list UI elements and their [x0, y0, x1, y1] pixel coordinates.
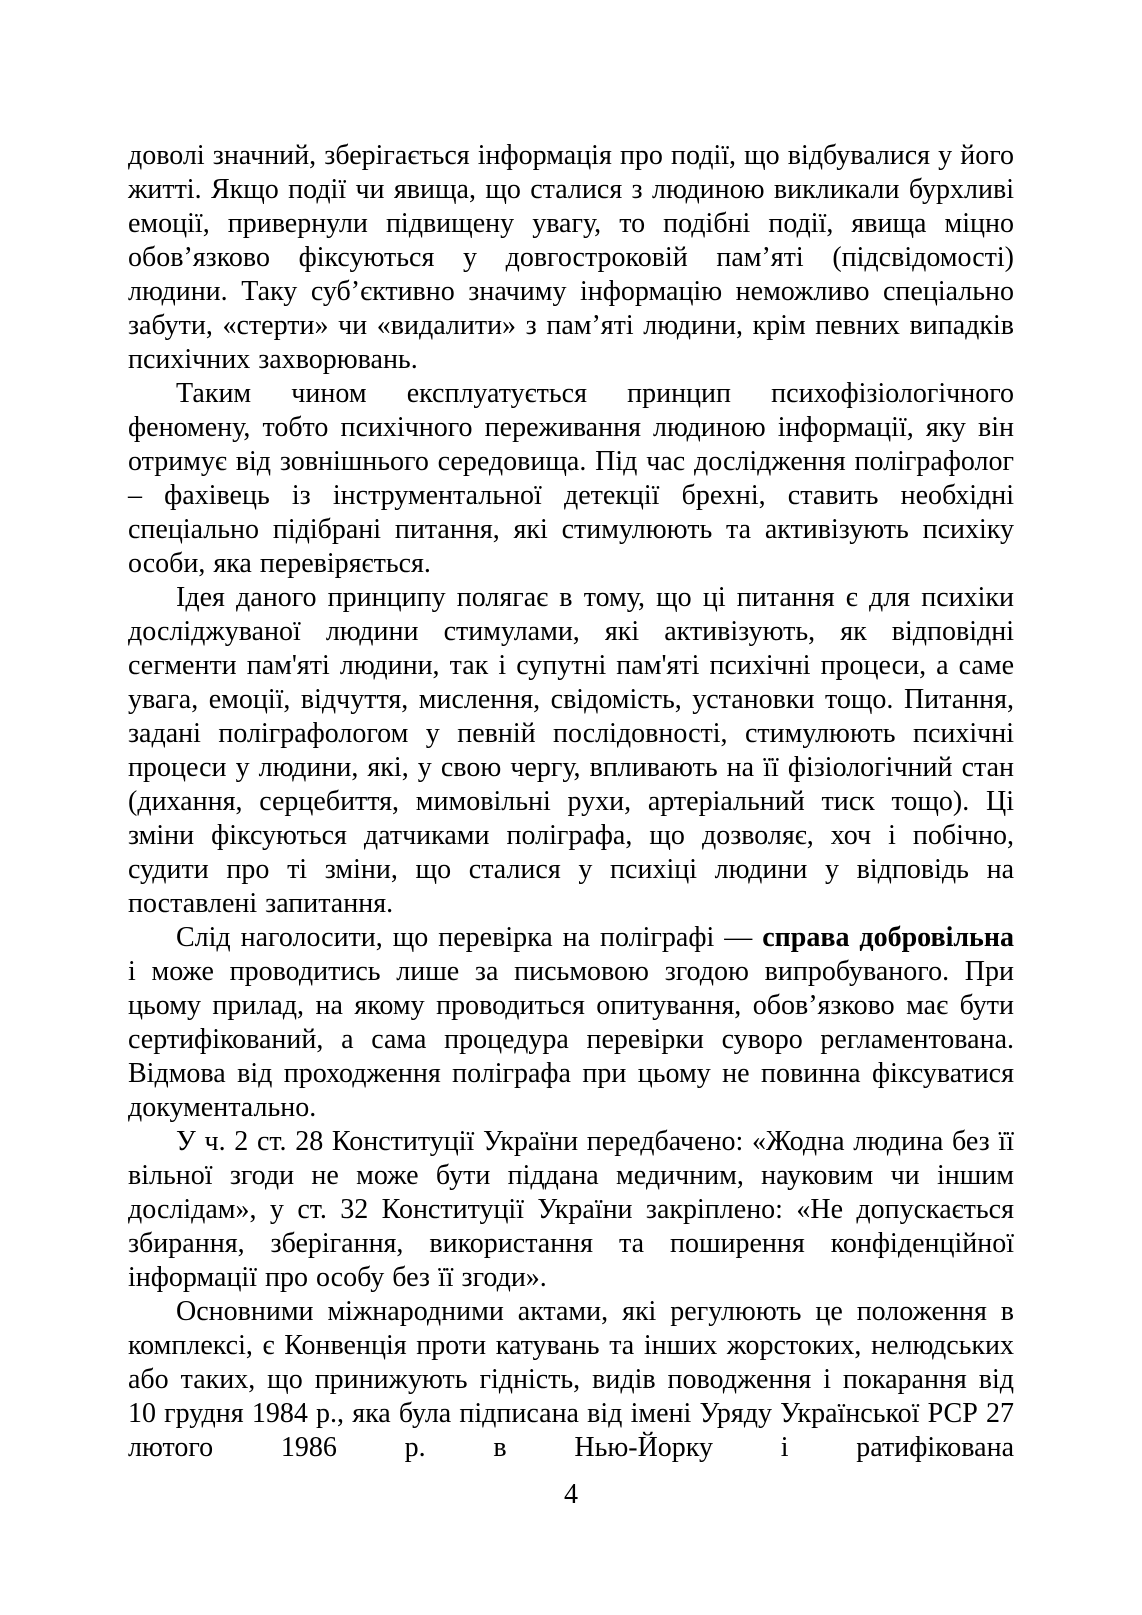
paragraph-3 — [128, 581, 1014, 921]
paragraph-5 — [128, 1125, 1014, 1295]
paragraph-6-text: Основними міжнародними актами, які регулюють це положення в комплексі, є Конвенція проти катувань та інших жорстоких, нелюдських або таких, що принижують гідність, видів поводження і покарання від 10 грудня 1984 р., яка була підписана від імені Уряду Української РСР 27 лютого 1986 р. в Нью-Йорку і ратифікована — [128, 1296, 1014, 1463]
paragraph-4-bold-phrase: справа добровільна — [762, 922, 1014, 953]
page-number: 4 — [564, 1479, 578, 1510]
text-block — [128, 139, 1014, 1465]
paragraph-3-text: Ідея даного принципу полягає в тому, що ці питання є для психіки досліджуваної людини стимулами, які активізують, як відповідні сегменти пам'яті людини, так і супутні пам'яті психічні процеси, а саме увага, емоції, відчуття, мислення, свідомість, установки тощо. Питання, задані поліграфологом у певній послідовності, стимулюють психічні процеси у людини, які, у свою чергу, впливають на її фізіологічний стан (дихання, серцебиття, мимовільні рухи, артеріальний тиск тощо). Ці зміни фіксуються датчиками поліграфа, що дозволяє, хоч і побічно, судити про ті зміни, що сталися у психіці людини у відповідь на поставлені запитання. — [128, 582, 1014, 919]
paragraph-1 — [128, 139, 1014, 377]
paragraph-4-text-lead: Слід наголосити, що перевірка на поліграфі — — [176, 922, 763, 953]
paragraph-5-text: У ч. 2 ст. 28 Конституції України передбачено: «Жодна людина без її вільної згоди не може бути піддана медичним, науковим чи іншим дослідам», у ст. 32 Конституції України закріплено: «Не допускається збирання, зберігання, використання та поширення конфіденційної інформації про особу без її згоди». — [128, 1126, 1014, 1293]
paragraph-2-text: Таким чином експлуатується принцип психофізіологічного феномену, тобто психічного переживання людиною інформації, яку він отримує від зовнішнього середовища. Під час дослідження поліграфолог – фахівець із інструментальної детекції брехні, ставить необхідні спеціально підібрані питання, які стимулюють та активізують психіку особи, яка перевіряється. — [128, 378, 1014, 579]
paragraph-4-text-tail: і може проводитись лише за письмовою згодою випробуваного. При цьому прилад, на якому проводиться опитування, обов’язково має бути сертифікований, а сама процедура перевірки суворо регламентована. Відмова від проходження поліграфа при цьому не повинна фіксуватися документально. — [128, 956, 1014, 1123]
paragraph-6 — [128, 1295, 1014, 1465]
paragraph-1-text: доволі значний, зберігається інформація про події, що відбувалися у його житті. Якщо події чи явища, що сталися з людиною викликали бурхливі емоції, привернули підвищену увагу, то подібні події, явища міцно обов’язково фіксуються у довгостроковій пам’яті (підсвідомості) людини. Таку суб’єктивно значиму інформацію неможливо спеціально забути, «стерти» чи «видалити» з пам’яті людини, крім певних випадків психічних захворювань. — [128, 140, 1014, 375]
paragraph-2 — [128, 377, 1014, 581]
paragraph-4 — [128, 921, 1014, 1125]
